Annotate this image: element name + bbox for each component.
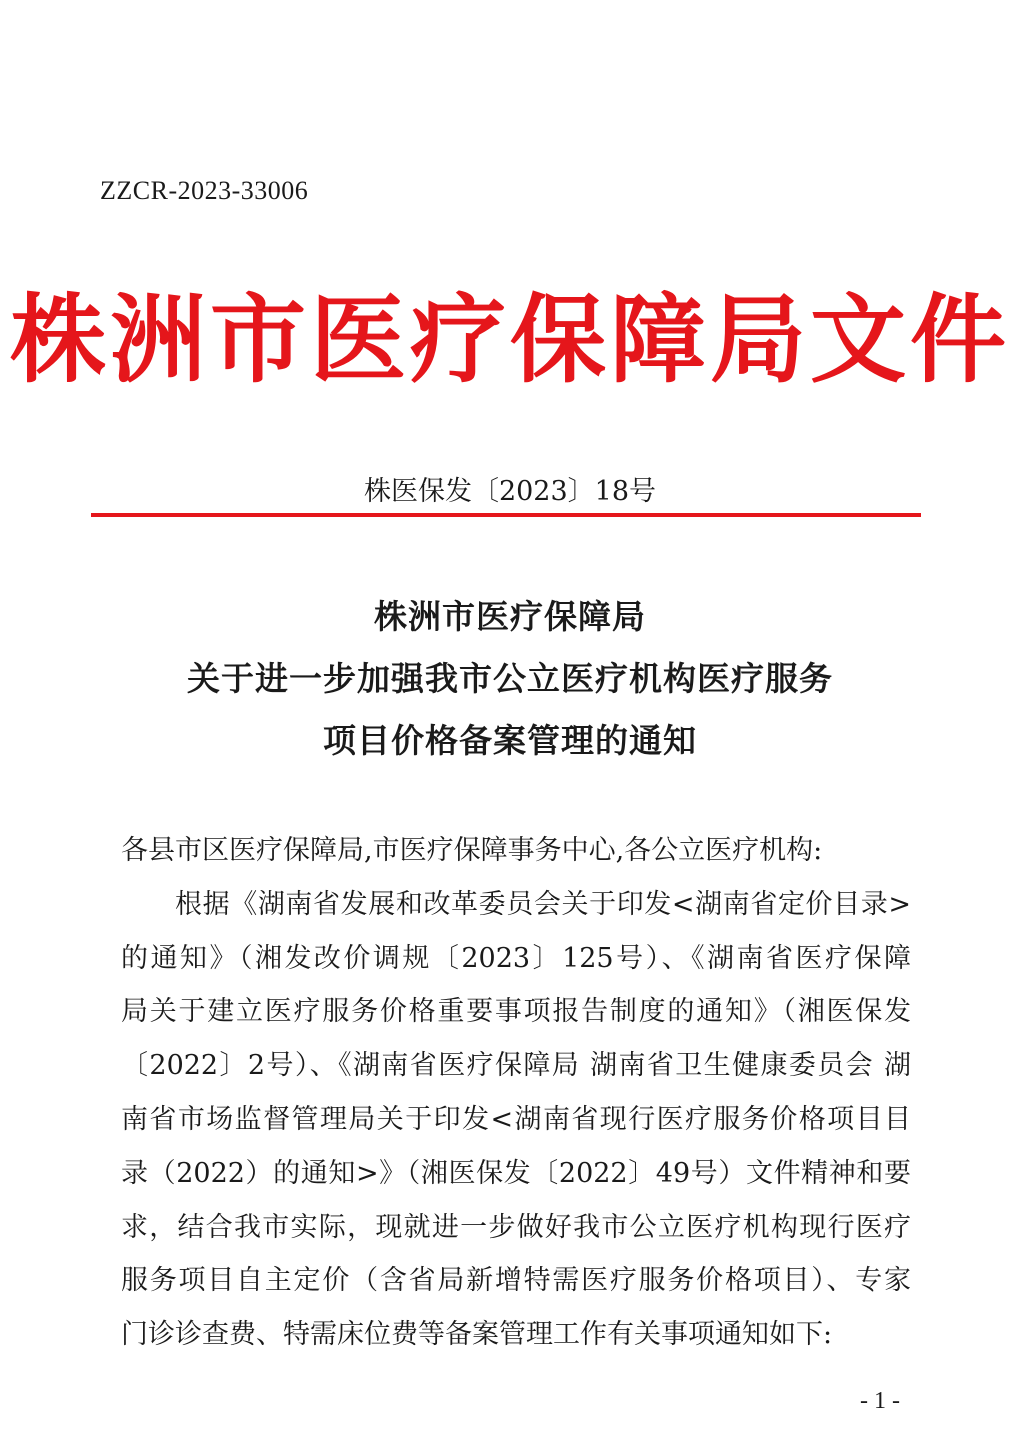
- red-divider: [91, 513, 921, 517]
- title-line: 关于进一步加强我市公立医疗机构医疗服务: [187, 659, 833, 698]
- body-line: 南省市场监督管理局关于印发<湖南省现行医疗服务价格项目目: [121, 1103, 911, 1135]
- body-line: 根据《湖南省发展和改革委员会关于印发<湖南省定价目录>: [175, 888, 911, 920]
- body-line: 局关于建立医疗服务价格重要事项报告制度的通知》（湘医保发: [121, 996, 911, 1028]
- salutation: 各县市区医疗保障局,市医疗保障事务中心,各公立医疗机构:: [121, 835, 823, 866]
- body-line: 求，结合我市实际，现就进一步做好我市公立医疗机构现行医疗: [121, 1211, 911, 1243]
- body-line: 的通知》（湘发改价调规〔2023〕125号）、《湖南省医疗保障: [121, 942, 911, 974]
- body-line: 门诊诊查费、特需床位费等备案管理工作有关事项通知如下:: [121, 1319, 833, 1351]
- notice-title: [0, 586, 1020, 772]
- page-number: - 1 -: [860, 1388, 900, 1414]
- document-number: 株医保发〔2023〕18号: [363, 476, 657, 507]
- body-line: 服务项目自主定价（含省局新增特需医疗服务价格项目）、专家: [121, 1265, 911, 1297]
- document-code: ZZCR-2023-33006: [100, 176, 309, 205]
- masthead-title: 株洲市医疗保障局文件: [10, 283, 1010, 396]
- body-line: 〔2022〕2号）、《湖南省医疗保障局 湖南省卫生健康委员会 湖: [121, 1050, 911, 1082]
- body-text: [121, 824, 911, 1362]
- title-line: 项目价格备案管理的通知: [323, 721, 697, 760]
- title-line: 株洲市医疗保障局: [374, 597, 646, 636]
- body-line: 录（2022）的通知>》（湘医保发〔2022〕49号）文件精神和要: [121, 1157, 911, 1189]
